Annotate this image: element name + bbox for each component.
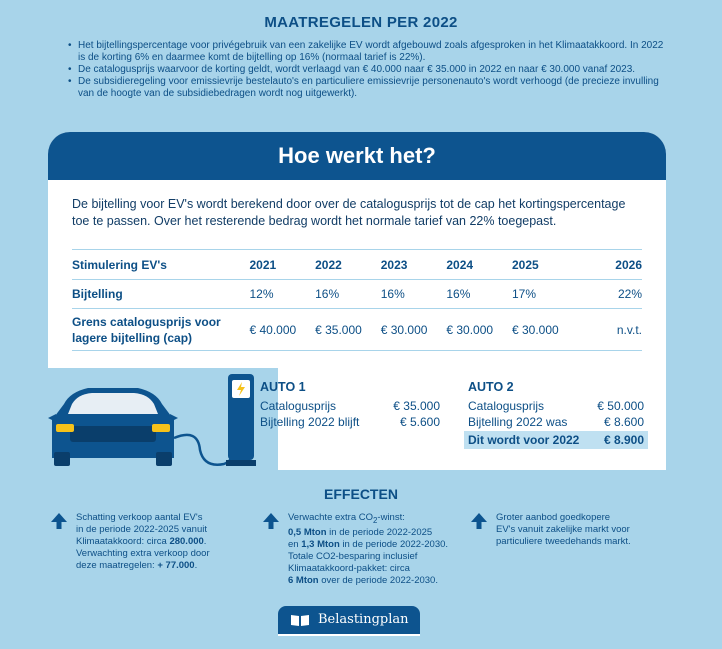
effect-text: 2 bbox=[373, 515, 378, 525]
effect-text: Verwachting extra verkoop door bbox=[76, 548, 210, 559]
effects-title: EFFECTEN bbox=[324, 486, 398, 502]
effect-text: Schatting verkoop aantal EV's bbox=[76, 512, 203, 523]
year-header: 2025 bbox=[512, 250, 578, 280]
auto-row-label: Catalogusprijs bbox=[468, 399, 545, 413]
table-cell: € 30.000 bbox=[512, 309, 578, 351]
auto-row-value: € 35.000 bbox=[393, 399, 440, 413]
charging-station-icon bbox=[226, 374, 256, 466]
measure-item: • De subsidieregeling voor emissievrije bestelauto's en particuliere emissievrije personenauto's wordt verhoogd (de precieze invulling van de hoogte van de subsidiebedragen wordt nog uitgewerkt). bbox=[68, 76, 668, 100]
table-cell: € 35.000 bbox=[315, 309, 381, 351]
auto-row-label: Bijtelling 2022 blijft bbox=[260, 415, 360, 429]
effect-text: deze maatregelen: bbox=[76, 560, 158, 571]
effect-text: in de periode 2022-2030. bbox=[339, 538, 449, 550]
year-header: 2021 bbox=[249, 250, 315, 280]
table-header-row bbox=[72, 250, 642, 280]
table-cell: 16% bbox=[315, 280, 381, 309]
auto-row-label: Bijtelling 2022 was bbox=[468, 415, 568, 429]
year-header: 2024 bbox=[446, 250, 512, 280]
auto-row-label: Catalogusprijs bbox=[260, 399, 337, 413]
table-cell: 22% bbox=[578, 280, 642, 309]
table-cell: € 40.000 bbox=[249, 309, 315, 351]
effect-text: . bbox=[203, 536, 207, 547]
table-cell: 16% bbox=[381, 280, 447, 309]
table-cell: € 30.000 bbox=[381, 309, 447, 351]
arrow-up-icon bbox=[262, 512, 280, 530]
table-cell: n.v.t. bbox=[578, 309, 642, 351]
effect-text: . bbox=[194, 560, 198, 571]
auto-2-row bbox=[468, 398, 644, 414]
effect-value: 6 Mton bbox=[288, 574, 319, 586]
auto-row-value: € 8.600 bbox=[603, 415, 644, 429]
measures-title: MAATREGELEN PER 2022 bbox=[264, 14, 458, 31]
effect-text: Verwachte extra CO bbox=[288, 512, 374, 523]
arrow-up-icon bbox=[50, 512, 68, 530]
table-cell: 16% bbox=[446, 280, 512, 309]
table-cell: 12% bbox=[249, 280, 315, 309]
effect-text: Klimaatakkoord-pakket: circa bbox=[288, 562, 410, 574]
effect-value: + 77.000 bbox=[157, 560, 195, 571]
card-title: Hoe werkt het? bbox=[48, 132, 666, 180]
car-icon bbox=[48, 388, 178, 466]
year-header: 2023 bbox=[381, 250, 447, 280]
auto-1-row bbox=[260, 414, 440, 430]
year-header: 2026 bbox=[578, 250, 642, 280]
belastingplan-label bbox=[278, 606, 420, 634]
measure-item: • Het bijtellingspercentage voor privégebruik van een zakelijke EV wordt afgebouwd zoals afgesproken in het Klimaatakkoord. In 2022 is de korting 6% en daarmee komt de bijtelling op 16% (normaal tarief is 22%). bbox=[68, 40, 668, 64]
effect-text: over de periode 2022-2030. bbox=[318, 574, 438, 586]
auto-2-example bbox=[468, 380, 644, 449]
effect-text: in de periode 2022-2025 bbox=[326, 526, 433, 538]
auto-2-highlight-row bbox=[464, 431, 648, 449]
auto-1-row bbox=[260, 398, 440, 414]
stimulation-table bbox=[72, 249, 642, 351]
table-cell: 17% bbox=[512, 280, 578, 309]
auto-row-value: € 50.000 bbox=[597, 399, 644, 413]
measures-list bbox=[68, 40, 668, 100]
row-label: Bijtelling bbox=[72, 280, 249, 309]
how-it-works-card bbox=[48, 132, 666, 470]
row-label bbox=[72, 309, 249, 351]
effect-value: 0,5 Mton bbox=[288, 526, 327, 538]
table-row bbox=[72, 280, 642, 309]
effect-text: particuliere tweedehands markt. bbox=[496, 536, 631, 547]
measure-item: • De catalogusprijs waarvoor de korting geldt, wordt verlaagd van € 40.000 naar € 35.000 in 2022 en naar € 30.000 vanaf 2023. bbox=[68, 64, 668, 76]
effect-text: -winst: bbox=[377, 512, 405, 523]
auto-row-value: € 5.600 bbox=[399, 415, 440, 429]
effect-value: 280.000 bbox=[169, 536, 204, 547]
effect-text: EV's vanuit zakelijke markt voor bbox=[496, 524, 630, 535]
auto-2-title: AUTO 2 bbox=[468, 380, 514, 394]
open-book-icon bbox=[290, 613, 310, 627]
table-row bbox=[72, 309, 642, 351]
effect-text: Totale CO2-besparing inclusief bbox=[288, 550, 418, 562]
row-label-line: Grens catalogusprijs voor bbox=[72, 314, 221, 329]
auto-row-label: Dit wordt voor 2022 bbox=[468, 433, 580, 447]
row-label-line: lagere bijtelling (cap) bbox=[72, 330, 193, 345]
effect-value: 1,3 Mton bbox=[301, 538, 340, 550]
auto-1-title: AUTO 1 bbox=[260, 380, 306, 394]
auto-1-example bbox=[260, 380, 440, 430]
arrow-up-icon bbox=[470, 512, 488, 530]
effect-text: Groter aanbod goedkopere bbox=[496, 512, 611, 523]
auto-2-row bbox=[468, 414, 644, 430]
effect-text: en bbox=[288, 538, 302, 550]
effect-text: in de periode 2022-2025 vanuit bbox=[76, 524, 207, 535]
table-cell: € 30.000 bbox=[446, 309, 512, 351]
divider bbox=[278, 634, 420, 636]
table-header-label: Stimulering EV's bbox=[72, 250, 249, 280]
effect-text: Klimaatakkoord: circa bbox=[76, 536, 170, 547]
card-intro: De bijtelling voor EV's wordt berekend door over de catalogusprijs tot de cap het kortingspercentage toe te passen. Over het resterende bedrag wordt het normale tarief van 22% toegepast. bbox=[72, 197, 626, 228]
year-header: 2022 bbox=[315, 250, 381, 280]
electric-car-charging-illustration bbox=[48, 368, 278, 470]
belastingplan-text: Belastingplan bbox=[318, 612, 409, 627]
auto-row-value: € 8.900 bbox=[603, 433, 644, 447]
